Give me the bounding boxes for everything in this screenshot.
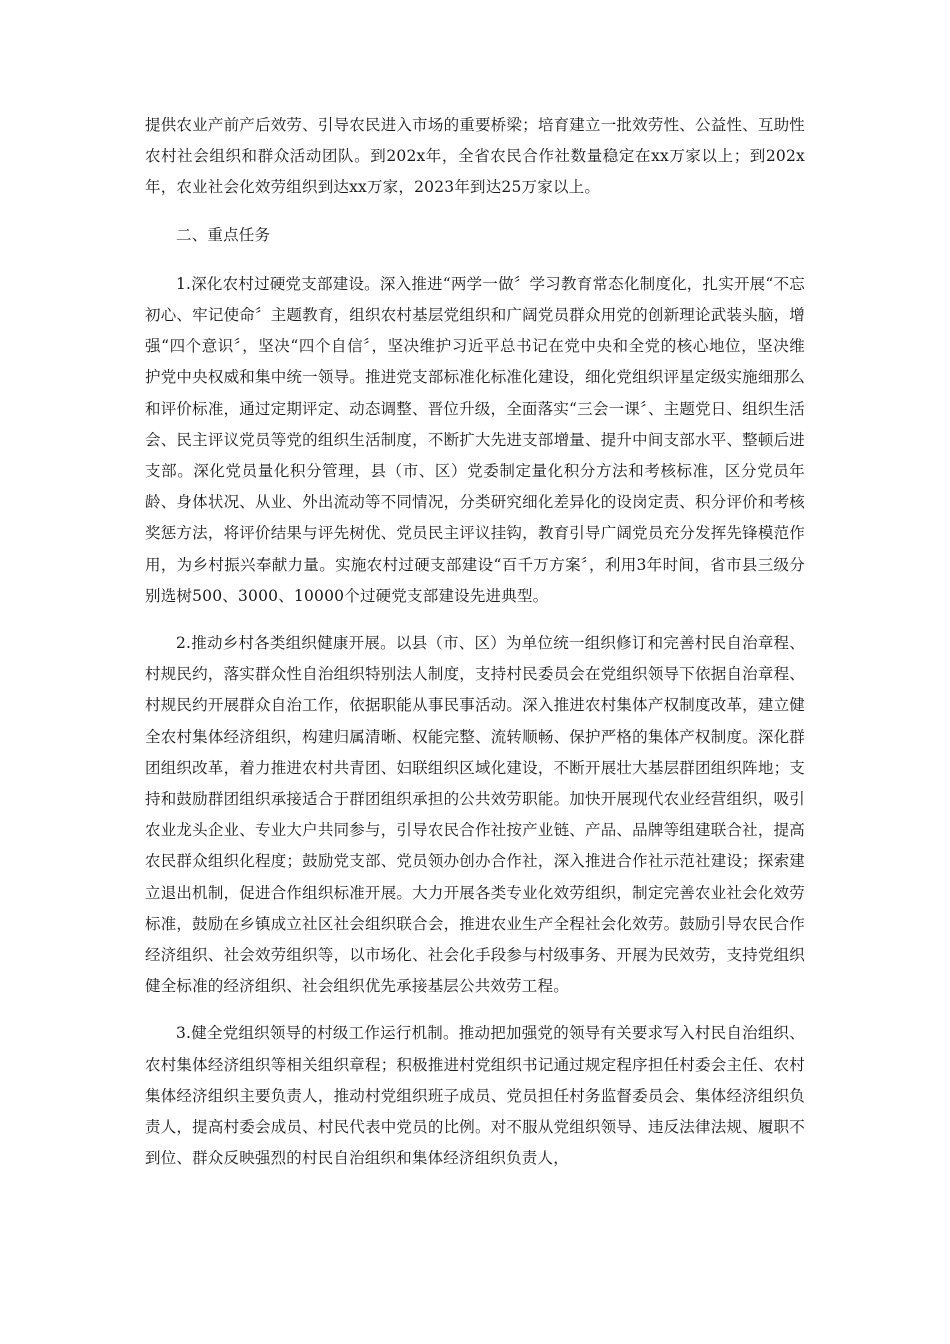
section-heading-key-tasks: 二、重点任务 (176, 225, 271, 244)
paragraph-task-2: 2.推动乡村各类组织健康开展。以县（市、区）为单位统一组织修订和完善村民自治章程、村规民约，落实群众性自治组织特别法人制度，支持村民委员会在党组织领导下依据自治章程、村规民约开展群众自治工作，依据职能从事民事活动。深入推进农村集体产权制度改革，建立健全农村集体经济组织，构建归属清晰、权能完整、流转顺畅、保护严格的集体产权制度。深化群团组织改革，着力推进农村共青团、妇联组织区域化建设，不断开展壮大基层群团组织阵地；支持和鼓励群团组织承接适合于群团组织承担的公共效劳职能。加快开展现代农业经营组织，吸引农业龙头企业、专业大户共同参与，引导农民合作社按产业链、产品、品牌等组建联合社，提高农民群众组织化程度；鼓励党支部、党员领办创办合作社，深入推进合作社示范社建设；探索建立退出机制，促进合作组织标准开展。大力开展各类专业化效劳组织，制定完善农业社会化效劳标准，鼓励在乡镇成立社区社会组织联合会，推进农业生产全程社会化效劳。鼓励引导农民合作经济组织、社会效劳组织等，以市场化、社会化手段参与村级事务、开展为民效劳，支持党组织健全标准的经济组织、社会组织优先承接基层公共效劳工程。 (145, 634, 805, 996)
paragraph-intro-continuation: 提供农业产前产后效劳、引导农民进入市场的重要桥梁；培育建立一批效劳性、公益性、互助性农村社会组织和群众活动团队。到202x年，全省农民合作社数量稳定在xx万家以上；到202x年，农业社会化效劳组织到达xx万家，2023年到达25万家以上。 (145, 116, 805, 197)
paragraph-task-3: 3.健全党组织领导的村级工作运行机制。推动把加强党的领导有关要求写入村民自治组织、农村集体经济组织等相关组织章程；积极推进村党组织书记通过规定程序担任村委会主任、农村集体经济组织主要负责人，推动村党组织班子成员、党员担任村务监督委员会、集体经济组织负责人，提高村委会成员、村民代表中党员的比例。对不服从党组织领导、违反法律法规、履职不到位、群众反映强烈的村民自治组织和集体经济组织负责人， (145, 1024, 805, 1168)
document-body (145, 110, 805, 1191)
paragraph-task-1: 1.深化农村过硬党支部建设。深入推进“两学一做〞学习教育常态化制度化，扎实开展“不忘初心、牢记使命〞主题教育，组织农村基层党组织和广阔党员群众用党的创新理论武装头脑，增强“四个意识〞，坚决“四个自信〞，坚决维护习近平总书记在党中央和全党的核心地位，坚决维护党中央权威和集中统一领导。推进党支部标准化标准化建设，细化党组织评星定级实施细那么和评价标准，通过定期评定、动态调整、晋位升级，全面落实“三会一课〞、主题党日、组织生活会、民主评议党员等党的组织生活制度，不断扩大先进支部增量、提升中间支部水平、整顿后进支部。深化党员量化积分管理，县（市、区）党委制定量化积分方法和考核标准，区分党员年龄、身体状况、从业、外出流动等不同情况，分类研究细化差异化的设岗定责、积分评价和考核奖惩方法，将评价结果与评先树优、党员民主评议挂钩，教育引导广阔党员充分发挥先锋模范作用，为乡村振兴奉献力量。实施农村过硬支部建设“百千万方案〞，利用3年时间，省市县三级分别选树500、3000、10000个过硬党支部建设先进典型。 (145, 274, 805, 605)
